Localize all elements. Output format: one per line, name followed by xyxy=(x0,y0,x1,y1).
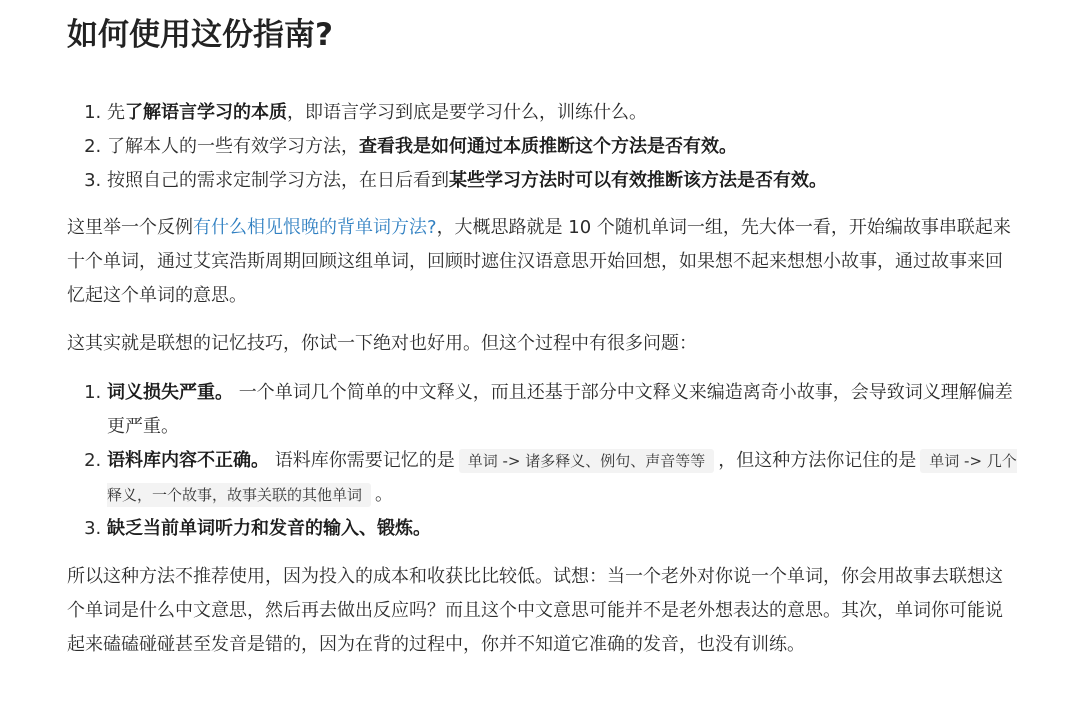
item-text: 。 xyxy=(375,484,394,505)
list-item xyxy=(107,130,1017,164)
problems-list xyxy=(67,376,1017,546)
item-bold-text: 缺乏当前单词听力和发音的输入、锻炼。 xyxy=(107,518,431,539)
list-item xyxy=(107,164,1017,198)
conclusion-paragraph: 所以这种方法不推荐使用，因为投入的成本和收获比比较低。试想：当一个老外对你说一个单词，你会用故事去联想这个单词是什么中文意思，然后再去做出反应吗？而且这个中文意思可能并不是老外想表达的意思。其次，单词你可能说起来磕磕碰碰甚至发音是错的，因为在背的过程中，你并不知道它准确的发音，也没有训练。 xyxy=(67,566,1003,655)
list-item xyxy=(107,512,1017,546)
paragraph-text: 这里举一个反例 xyxy=(67,217,193,238)
list-item xyxy=(107,376,1017,444)
inline-code: 单词 -> 诸多释义、例句、声音等等 xyxy=(459,449,715,473)
item-text: 先 xyxy=(107,102,125,123)
item-text: 一个单词几个简单的中文释义，而且还基于部分中文释义来编造离奇小故事，会导致词义理解偏差更严重。 xyxy=(107,382,1013,437)
item-text: ，即语言学习到底是要学习什么，训练什么。 xyxy=(287,102,647,123)
item-text: 按照自己的需求定制学习方法，在日后看到 xyxy=(107,170,449,191)
item-bold-text: 词义损失严重。 xyxy=(107,382,233,403)
example-link[interactable]: 有什么相见恨晚的背单词方法? xyxy=(193,217,437,238)
item-bold-text: 某些学习方法时可以有效推断该方法是否有效。 xyxy=(449,170,827,191)
inline-code: 单词 -> 几个释义，一个故事，故事关联的其他单词 xyxy=(107,449,1017,507)
item-bold-text: 语料库内容不正确。 xyxy=(107,450,269,471)
item-text: 了解本人的一些有效学习方法， xyxy=(107,136,359,157)
guide-steps-list xyxy=(67,96,1017,198)
list-item xyxy=(107,96,1017,130)
page-title: 如何使用这份指南? xyxy=(67,17,333,53)
paragraph-text: ，大概思路就是 10 个随机单词一组，先大体一看，开始编故事串联起来十个单词，通过艾宾浩斯周期回顾这组单词，回顾时遮住汉语意思开始回想，如果想不起来想想小故事，通过故事来回忆起这个单词的意思。 xyxy=(67,217,1011,306)
example-paragraph xyxy=(67,211,1017,313)
item-bold-text: 了解语言学习的本质 xyxy=(125,102,287,123)
item-text: ，但这种方法你记住的是 xyxy=(718,450,917,471)
item-text: 语料库你需要记忆的是 xyxy=(269,450,455,471)
item-bold-text: 查看我是如何通过本质推断这个方法是否有效。 xyxy=(359,136,737,157)
article-body xyxy=(67,0,1017,662)
problems-intro-paragraph: 这其实就是联想的记忆技巧，你试一下绝对也好用。但这个过程中有很多问题： xyxy=(67,333,697,354)
list-item xyxy=(107,444,1017,512)
